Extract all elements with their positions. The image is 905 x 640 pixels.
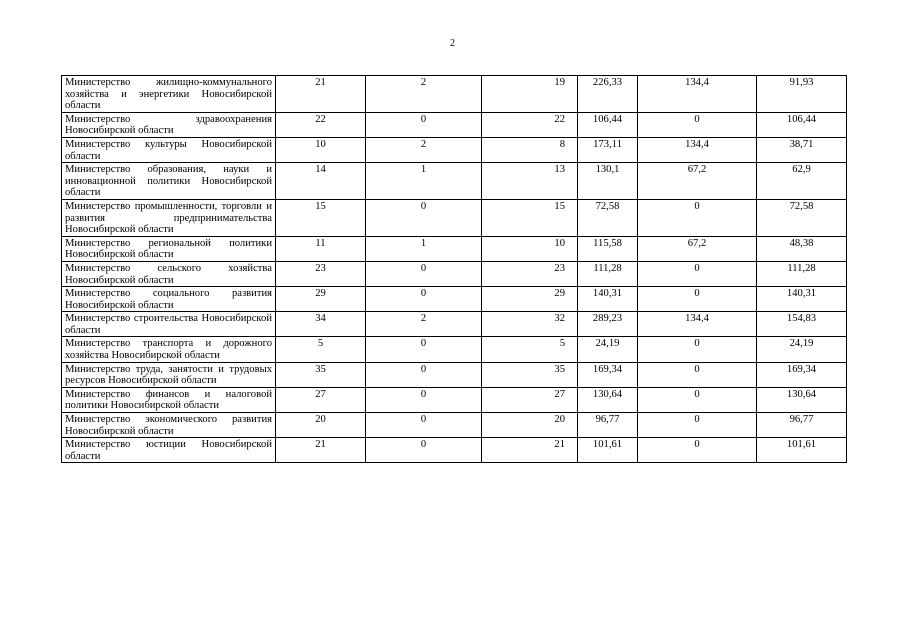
count-cell: 13 [482,163,578,200]
amount-cell: 130,1 [578,163,638,200]
ministry-name-cell: Министерство социального развития Новосибирской области [62,287,276,312]
ministry-name-cell: Министерство промышленности, торговли и развития предпринимательства Новосибирской области [62,199,276,236]
amount-cell: 91,93 [757,76,847,113]
amount-cell: 140,31 [757,287,847,312]
table-row [62,199,847,236]
amount-cell: 0 [638,387,757,412]
amount-cell: 140,31 [578,287,638,312]
count-cell: 35 [276,362,366,387]
count-cell: 20 [482,413,578,438]
count-cell: 0 [366,337,482,362]
count-cell: 27 [276,387,366,412]
amount-cell: 72,58 [757,199,847,236]
table-row [62,137,847,162]
table-row [62,413,847,438]
amount-cell: 0 [638,112,757,137]
count-cell: 2 [366,312,482,337]
amount-cell: 24,19 [757,337,847,362]
amount-cell: 0 [638,413,757,438]
amount-cell: 101,61 [578,438,638,463]
table-row [62,362,847,387]
amount-cell: 226,33 [578,76,638,113]
ministry-name-cell: Министерство финансов и налоговой политики Новосибирской области [62,387,276,412]
amount-cell: 130,64 [578,387,638,412]
count-cell: 15 [276,199,366,236]
amount-cell: 111,28 [757,261,847,286]
table-row [62,387,847,412]
count-cell: 10 [482,236,578,261]
amount-cell: 111,28 [578,261,638,286]
amount-cell: 106,44 [578,112,638,137]
table-row [62,337,847,362]
ministry-name-cell: Министерство юстиции Новосибирской области [62,438,276,463]
count-cell: 32 [482,312,578,337]
count-cell: 23 [276,261,366,286]
count-cell: 15 [482,199,578,236]
table-row [62,312,847,337]
table-row [62,287,847,312]
count-cell: 27 [482,387,578,412]
count-cell: 21 [276,438,366,463]
amount-cell: 48,38 [757,236,847,261]
amount-cell: 169,34 [578,362,638,387]
amount-cell: 134,4 [638,76,757,113]
count-cell: 14 [276,163,366,200]
amount-cell: 101,61 [757,438,847,463]
count-cell: 5 [276,337,366,362]
count-cell: 0 [366,261,482,286]
count-cell: 22 [482,112,578,137]
amount-cell: 0 [638,199,757,236]
count-cell: 20 [276,413,366,438]
count-cell: 0 [366,199,482,236]
count-cell: 8 [482,137,578,162]
count-cell: 0 [366,413,482,438]
amount-cell: 24,19 [578,337,638,362]
count-cell: 1 [366,236,482,261]
amount-cell: 130,64 [757,387,847,412]
amount-cell: 169,34 [757,362,847,387]
count-cell: 0 [366,112,482,137]
amount-cell: 72,58 [578,199,638,236]
count-cell: 19 [482,76,578,113]
amount-cell: 0 [638,287,757,312]
table-row [62,112,847,137]
amount-cell: 134,4 [638,312,757,337]
count-cell: 0 [366,438,482,463]
ministries-table [61,75,847,463]
count-cell: 11 [276,236,366,261]
ministry-name-cell: Министерство образования, науки и инновационной политики Новосибирской области [62,163,276,200]
amount-cell: 0 [638,362,757,387]
amount-cell: 96,77 [757,413,847,438]
amount-cell: 62,9 [757,163,847,200]
count-cell: 10 [276,137,366,162]
count-cell: 0 [366,387,482,412]
amount-cell: 0 [638,438,757,463]
amount-cell: 38,71 [757,137,847,162]
ministry-name-cell: Министерство региональной политики Новосибирской области [62,236,276,261]
ministry-name-cell: Министерство строительства Новосибирской области [62,312,276,337]
ministry-name-cell: Министерство труда, занятости и трудовых ресурсов Новосибирской области [62,362,276,387]
amount-cell: 134,4 [638,137,757,162]
ministry-name-cell: Министерство здравоохранения Новосибирской области [62,112,276,137]
amount-cell: 173,11 [578,137,638,162]
ministry-name-cell: Министерство культуры Новосибирской области [62,137,276,162]
amount-cell: 67,2 [638,236,757,261]
count-cell: 23 [482,261,578,286]
count-cell: 2 [366,76,482,113]
table-row [62,261,847,286]
count-cell: 22 [276,112,366,137]
count-cell: 21 [276,76,366,113]
table-row [62,76,847,113]
count-cell: 0 [366,362,482,387]
amount-cell: 0 [638,261,757,286]
count-cell: 21 [482,438,578,463]
ministry-name-cell: Министерство жилищно-коммунального хозяйства и энергетики Новосибирской области [62,76,276,113]
amount-cell: 67,2 [638,163,757,200]
ministry-name-cell: Министерство сельского хозяйства Новосибирской области [62,261,276,286]
count-cell: 29 [482,287,578,312]
count-cell: 34 [276,312,366,337]
amount-cell: 154,83 [757,312,847,337]
count-cell: 0 [366,287,482,312]
amount-cell: 115,58 [578,236,638,261]
ministry-name-cell: Министерство экономического развития Новосибирской области [62,413,276,438]
count-cell: 1 [366,163,482,200]
amount-cell: 0 [638,337,757,362]
count-cell: 2 [366,137,482,162]
amount-cell: 96,77 [578,413,638,438]
amount-cell: 289,23 [578,312,638,337]
count-cell: 35 [482,362,578,387]
table-row [62,236,847,261]
amount-cell: 106,44 [757,112,847,137]
table-row [62,438,847,463]
table-row [62,163,847,200]
count-cell: 5 [482,337,578,362]
count-cell: 29 [276,287,366,312]
ministry-name-cell: Министерство транспорта и дорожного хозяйства Новосибирской области [62,337,276,362]
page-number: 2 [450,38,455,49]
